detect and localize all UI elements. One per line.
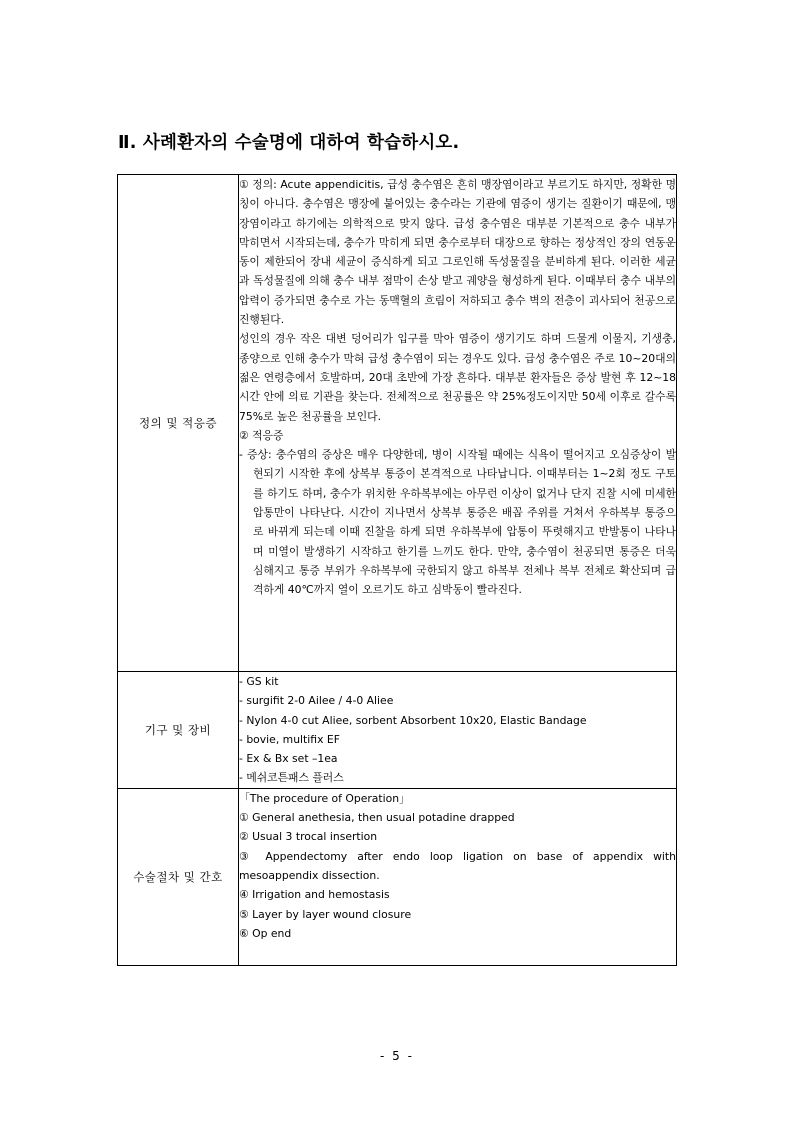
equipment-item: - 메쉬코튼패스 플러스	[239, 771, 344, 785]
equipment-item: - Nylon 4-0 cut Aliee, sorbent Absorbent 10x20, Elastic Bandage	[239, 713, 587, 727]
equipment-item: - Ex & Bx set –1ea	[239, 752, 338, 766]
case-study-table	[117, 174, 677, 966]
section-heading: Ⅱ. 사례환자의 수술명에 대하여 학습하시오.	[118, 133, 460, 153]
label-equipment: 기구 및 장비	[118, 672, 239, 789]
procedure-title: 「The procedure of Operation」	[239, 791, 410, 805]
definition-paragraph: ① 정의: Acute appendicitis, 급성 충수염은 흔히 맹장염이라고 부르기도 하지만, 정확한 명칭이 아니다. 충수염은 맹장에 붙어있는 충수라는 기관에 염증이 생기는 질환이기 때문에, 맹장염이라고 하기에는 의학적으로 맞지 않다. 급성 충수염은 대부분 기본적으로 충수 내부가 막히면서 시작되는데, 충수가 막히게 되면 충수로부터 대장으로 향하는 정상적인 장의 연동운동이 제한되어 장내 세균이 증식하게 되고 그로인해 독성물질을 분비하게 된다. 이러한 세균과 독성물질에 의해 충수 내부 점막이 손상 받고 궤양을 형성하게 된다. 이때부터 충수 내부의 압력이 증가되면 충수로 가는 동맥혈의 흐림이 저하되고 충수 벽의 전층이 괴사되어 천공으로 진행된다.	[239, 178, 676, 327]
equipment-item: - GS kit	[239, 675, 279, 688]
indication-symptoms: - 증상: 충수염의 증상은 매우 다양한데, 병이 시작될 때에는 식욕이 떨어지고 오심증상이 발현되기 시작한 후에 상복부 통증이 본격적으로 나타납니다. 이때부터는 1~2회 정도 구토를 하기도 하며, 충수가 위치한 우하복부에는 아무런 이상이 없거나 단지 진찰 시에 미세한 압통만이 나타난다. 시간이 지나면서 상복부 통증은 배꼽 주위를 거쳐서 우하복부 통증으로 바뀌게 되는데 이때 진찰을 하게 되면 우하복부에 압통이 뚜렷해지고 반발통이 나타나며 미열이 발생하기 시작하고 한기를 느끼도 한다. 만약, 충수염이 천공되면 통증은 더욱 심해지고 통증 부위가 우하복부에 국한되지 않고 하복부 전체나 복부 전체로 확산되며 급격하게 40℃까지 열이 오르기도 하고 심박동이 빨라진다.	[239, 448, 676, 597]
row-procedure	[118, 788, 677, 965]
row-equipment	[118, 672, 677, 789]
procedure-step: ⑤ Layer by layer wound closure	[239, 907, 412, 921]
cell-definition	[239, 175, 677, 672]
procedure-step: ⑥ Op end	[239, 926, 292, 940]
indication-title: ② 적응증	[239, 428, 284, 442]
definition-paragraph-2: 성인의 경우 작은 대변 덩어리가 입구를 막아 염증이 생기기도 하며 드물게 이물지, 기생충, 종양으로 인해 충수가 막혀 급성 충수염이 되는 경우도 있다. 급성 충수염은 주로 10~20대의 젊은 연령층에서 호발하며, 20대 초반에 가장 흔하다. 대부분 환자들은 증상 발현 후 12~18시간 안에 의료 기관을 찾는다. 전체적으로 천공률은 약 25%정도이지만 50세 이후로 갈수록 75%로 높은 천공률을 보인다.	[239, 332, 676, 423]
label-definition: 정의 및 적응증	[118, 175, 239, 672]
row-definition	[118, 175, 677, 672]
procedure-step: ③ Appendectomy after endo loop ligation on base of appendix with mesoappendix dissection.	[239, 849, 676, 882]
procedure-step: ④ Irrigation and hemostasis	[239, 888, 390, 902]
procedure-step: ② Usual 3 trocal insertion	[239, 830, 378, 844]
equipment-item: - bovie, multifix EF	[239, 732, 340, 746]
procedure-step: ① General anethesia, then usual potadine drapped	[239, 811, 515, 825]
cell-procedure	[239, 788, 677, 965]
cell-equipment	[239, 672, 677, 789]
equipment-item: - surgifit 2-0 Ailee / 4-0 Aliee	[239, 694, 394, 708]
label-procedure: 수술절차 및 간호	[118, 788, 239, 965]
page-number: - 5 -	[380, 1049, 414, 1063]
